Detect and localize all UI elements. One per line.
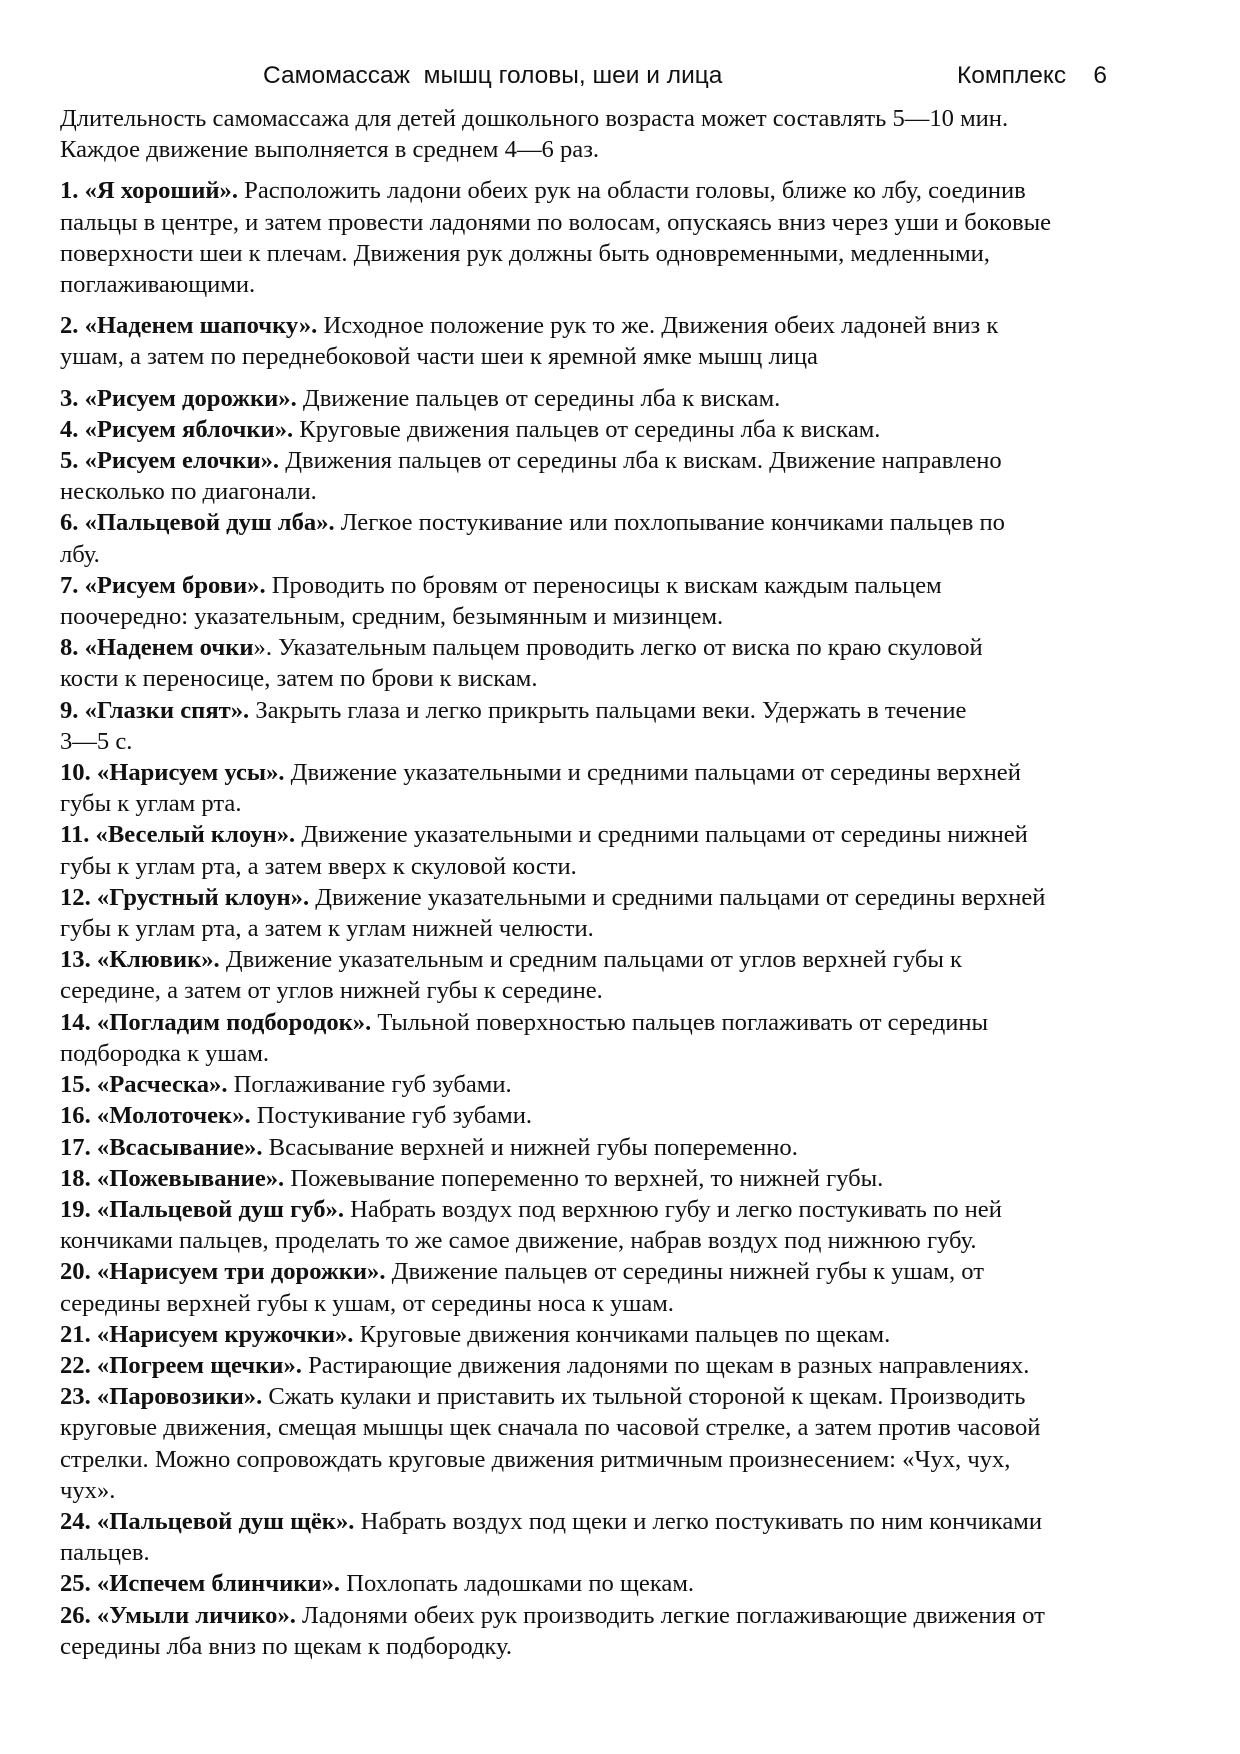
exercise-item [60, 1381, 1180, 1506]
exercise-text-line: Похлопать ладошками по щекам. [346, 1570, 695, 1598]
exercise-item [60, 1007, 1180, 1069]
exercise-text-line: губы к углам рта. [60, 790, 242, 818]
exercise-item [60, 1568, 1180, 1599]
exercise-text-line: Пожевывание попеременно то верхней, то нижней губы. [290, 1164, 884, 1192]
exercise-title: 26. «Умыли личико». [60, 1601, 296, 1629]
exercise-item [60, 1350, 1180, 1381]
exercise-title: 3. «Рисуем дорожки». [60, 384, 297, 412]
exercise-item [60, 1319, 1180, 1350]
exercise-text-line: стрелки. Можно сопровождать круговые движения ритмичным произнесением: «Чух, чух, [60, 1445, 1011, 1473]
exercise-item [60, 1100, 1180, 1131]
exercise-text-line: Круговые движения пальцев от середины лба к вискам. [299, 415, 881, 443]
exercise-text-line: Движение указательным и средним пальцами от углов верхней губы к [225, 946, 962, 974]
exercise-title: 12. «Грустный клоун». [60, 883, 310, 911]
exercise-text-line: Проводить по бровям от переносицы к вискам каждым пальцем [271, 571, 942, 599]
exercise-text-line: Поглаживание губ зубами. [233, 1071, 512, 1099]
exercise-item [60, 1600, 1180, 1662]
page-header [0, 62, 1240, 96]
exercise-text-line: кости к переносице, затем по брови к вискам. [60, 665, 538, 693]
exercise-title: 7. «Рисуем брови». [60, 571, 266, 599]
exercise-text-line: Тыльной поверхностью пальцев поглаживать от середины [377, 1008, 989, 1036]
exercise-item [60, 1132, 1180, 1163]
exercise-title: 11. «Веселый клоун». [60, 821, 296, 849]
exercise-text-line: круговые движения, смещая мышцы щек сначала по часовой стрелке, а затем против часовой [60, 1414, 1041, 1442]
exercise-text-line: губы к углам рта, а затем к углам нижней челюсти. [60, 915, 594, 943]
exercise-title: 14. «Погладим подбородок». [60, 1008, 372, 1036]
exercise-text-line: подбородка к ушам. [60, 1039, 270, 1067]
exercise-title: 9. «Глазки спят». [60, 696, 250, 724]
exercise-item [60, 414, 1180, 445]
exercise-title: 19. «Пальцевой душ губ». [60, 1195, 344, 1223]
exercise-text-line: Постукивание губ зубами. [256, 1102, 532, 1130]
exercise-item [60, 882, 1180, 944]
exercise-title: 23. «Паровозики». [60, 1383, 263, 1411]
exercise-text-line: Круговые движения кончиками пальцев по щекам. [359, 1320, 891, 1348]
intro-line: Длительность самомассажа для детей дошкольного возраста может составлять 5—10 мин. [60, 105, 1009, 132]
exercise-text-line: чух». [60, 1476, 116, 1504]
exercise-item [60, 1163, 1180, 1194]
exercise-text-line: поверхности шеи к плечам. Движения рук должны быть одновременными, медленными, [60, 239, 990, 267]
exercise-text-line: Движение указательными и средними пальцами от середины верхней [290, 759, 1021, 787]
exercise-list [60, 175, 1180, 1662]
exercise-item [60, 175, 1180, 300]
exercise-title: 5. «Рисуем елочки». [60, 447, 280, 475]
exercise-text-line: кончиками пальцев, проделать то же самое движение, набрав воздух под нижнюю губу. [60, 1227, 977, 1255]
exercise-item [60, 1069, 1180, 1100]
exercise-text-line: Расположить ладони обеих рук на области головы, ближе ко лбу, соединив [244, 177, 1026, 205]
exercise-text-line: Сжать кулаки и приставить их тыльной стороной к щекам. Производить [268, 1383, 1026, 1411]
exercise-title: 13. «Клювик». [60, 946, 220, 974]
exercise-title: 18. «Пожевывание». [60, 1164, 285, 1192]
exercise-text-line: Движения пальцев от середины лба к вискам. Движение направлено [285, 447, 1002, 475]
page-title: Самомассаж мышц головы, шеи и лица [263, 62, 723, 89]
exercise-item [60, 507, 1180, 569]
exercise-title: 8. «Наденем очки [60, 634, 254, 662]
exercise-item [60, 310, 1180, 372]
exercise-item [60, 1506, 1180, 1568]
exercise-title: 6. «Пальцевой душ лба». [60, 509, 335, 537]
exercise-text-line: Легкое постукивание или похлопывание кончиками пальцев по [340, 509, 1005, 537]
exercise-text-line: губы к углам рта, а затем вверх к скуловой кости. [60, 852, 577, 880]
exercise-text-line: середины верхней губы к ушам, от середины носа к ушам. [60, 1289, 674, 1317]
exercise-text-line: Растирающие движения ладонями по щекам в разных направлениях. [308, 1351, 1030, 1379]
exercise-title: 25. «Испечем блинчики». [60, 1570, 341, 1598]
intro-paragraph [60, 103, 1180, 165]
exercise-item [60, 695, 1180, 757]
exercise-text-line: Движение пальцев от середины лба к вискам. [302, 384, 781, 412]
exercise-title: 10. «Нарисуем усы». [60, 759, 285, 787]
exercise-item [60, 445, 1180, 507]
exercise-item [60, 570, 1180, 632]
intro-line: Каждое движение выполняется в среднем 4—6 раз. [60, 136, 600, 164]
exercise-text-line: поглаживающими. [60, 271, 256, 299]
exercise-text-line: поочередно: указательным, средним, безымянным и мизинцем. [60, 603, 724, 631]
exercise-text-line: Всасывание верхней и нижней губы попеременно. [268, 1133, 798, 1161]
exercise-item [60, 1194, 1180, 1256]
exercise-title: 20. «Нарисуем три дорожки». [60, 1258, 386, 1286]
exercise-text-line: Движение пальцев от середины нижней губы к ушам, от [391, 1258, 984, 1286]
exercise-title: 24. «Пальцевой душ щёк». [60, 1507, 355, 1535]
document-body [60, 103, 1180, 1662]
exercise-item [60, 757, 1180, 819]
exercise-text-line: ушам, а затем по переднебоковой части шеи к яремной ямке мышц лица [60, 343, 818, 371]
exercise-item [60, 1256, 1180, 1318]
exercise-text-line: 3—5 с. [60, 727, 133, 755]
exercise-text-line: середине, а затем от углов нижней губы к середине. [60, 977, 603, 1005]
exercise-text-line: Ладонями обеих рук производить легкие поглаживающие движения от [302, 1601, 1045, 1629]
exercise-text-line: Движение указательными и средними пальцами от середины нижней [301, 821, 1028, 849]
exercise-title: 21. «Нарисуем кружочки». [60, 1320, 354, 1348]
exercise-text-line: Закрыть глаза и легко прикрыть пальцами веки. Удержать в течение [255, 696, 967, 724]
exercise-item [60, 819, 1180, 881]
exercise-text-line: Набрать воздух под верхнюю губу и легко постукивать по ней [350, 1195, 1002, 1223]
exercise-title: 15. «Расческа». [60, 1071, 228, 1099]
exercise-title: 17. «Всасывание». [60, 1133, 263, 1161]
exercise-text-line: Движение указательными и средними пальцами от середины верхней [315, 883, 1046, 911]
exercise-title: 4. «Рисуем яблочки». [60, 415, 294, 443]
exercise-title: 2. «Наденем шапочку». [60, 312, 318, 340]
complex-number: Комплекс 6 [957, 62, 1108, 89]
exercise-item [60, 383, 1180, 414]
exercise-title: 22. «Погреем щечки». [60, 1351, 302, 1379]
exercise-text-line: Набрать воздух под щеки и легко постукивать по ним кончиками [360, 1507, 1043, 1535]
exercise-text-line: пальцев. [60, 1539, 150, 1567]
exercise-text-line: середины лба вниз по щекам к подбородку. [60, 1632, 512, 1660]
exercise-text-line: ». Указательным пальцем проводить легко от виска по краю скуловой [253, 634, 983, 662]
exercise-item [60, 632, 1180, 694]
exercise-item [60, 944, 1180, 1006]
exercise-text-line: лбу. [60, 540, 100, 568]
exercise-text-line: Исходное положение рук то же. Движения обеих ладоней вниз к [323, 312, 999, 340]
exercise-title: 16. «Молоточек». [60, 1102, 251, 1130]
exercise-text-line: несколько по диагонали. [60, 478, 317, 506]
exercise-text-line: пальцы в центре, и затем провести ладонями по волосам, опускаясь вниз через уши и боковые [60, 208, 1052, 236]
exercise-title: 1. «Я хороший». [60, 177, 238, 205]
